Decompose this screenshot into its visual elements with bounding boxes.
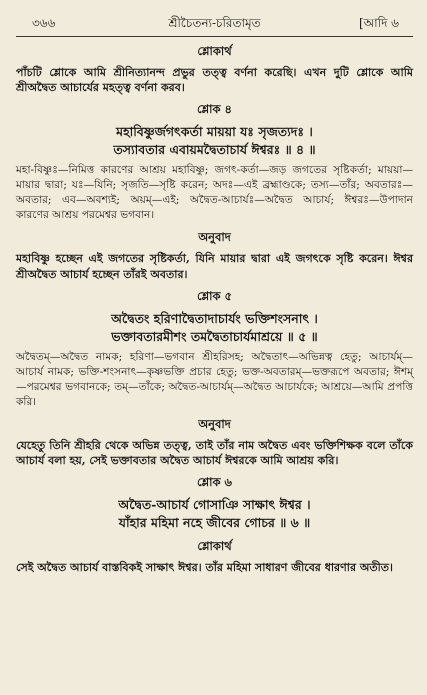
section-label: শ্লোকার্থ: [197, 44, 232, 58]
section-label: শ্লোক ৫: [196, 288, 233, 303]
running-title: শ্রীচৈতন্য-চরিতামৃত: [168, 16, 261, 30]
verse-block: [16, 496, 413, 532]
section-label: শ্লোক ৬: [196, 475, 233, 490]
translation-paragraph: মহাবিষ্ণু হচ্ছেন এই জগতের সৃষ্টিকর্তা, যিনি মায়ার দ্বারা এই জগৎকে সৃষ্টি করেন। ঈশ্বর শ্রীঅদ্বৈত আচার্য হচ্ছেন তাঁরই অবতার।: [16, 252, 413, 281]
section-label: শ্লোক ৪: [196, 102, 233, 117]
verse-line: যাঁহার মহিমা নহে জীবের গোচর ॥ ৬ ॥: [118, 515, 311, 531]
section-label: অনুবাদ: [198, 416, 231, 431]
section-marker: [আদি ৬: [358, 16, 399, 30]
translation-paragraph: পাঁচটি শ্লোকে আমি শ্রীনিত্যানন্দ প্রভুর তত্ত্ব বর্ণনা করেছি। এখন দুটি শ্লোকে আমি শ্রীঅদ্বৈত আচার্যের মহত্ত্ব বর্ণনা করব।: [16, 66, 413, 95]
verse-line: অদ্বৈত-আচার্য গোসাঞি সাক্ষাৎ ঈশ্বর ।: [118, 497, 311, 513]
translation-paragraph: যেহেতু তিনি শ্রীহরি থেকে অভিন্ন তত্ত্ব, তাই তাঁর নাম অদ্বৈত এবং ভক্তিশিক্ষক বলে তাঁকে আচার্য বলা হয়, সেই ভক্তাবতার অদ্বৈত আচার্য ঈশ্বরকে আমি আশ্রয় করি।: [16, 438, 413, 468]
section-label: শ্লোকার্থ: [197, 539, 232, 554]
verse-line: মহাবিষ্ণুর্জগৎকর্তা মায়য়া যঃ সৃজত্যদঃ ।: [116, 124, 313, 140]
page-content: [16, 43, 413, 575]
verse-block: [16, 310, 413, 346]
translation-paragraph: সেই অদ্বৈত আচার্য বাস্তবিকই সাক্ষাৎ ঈশ্বর। তাঁর মহিমা সাধারণ জীবের ধারণার অতীত।: [16, 561, 393, 575]
page-header: [16, 10, 413, 30]
verse-block: [16, 123, 413, 159]
verse-line: তস্যাবতার এবায়মদ্বৈতাচার্য ঈশ্বরঃ ॥ ৪ ॥: [113, 142, 316, 158]
verse-line: ভক্তাবতারমীশং তমদ্বৈতাচার্যমাশ্রয়ে ॥ ৫ ॥: [111, 328, 318, 344]
word-gloss: মহা-বিষ্ণুঃ—নিমিত্ত কারণের আশ্রয় মহাবিষ্ণু; জগৎ-কর্তা—জড় জগতের সৃষ্টিকর্তা; মায়য়া—মায়ার দ্বারা; যঃ—যিনি; সৃজতি—সৃষ্টি করেন; অদঃ—এই ব্রহ্মাণ্ডকে; তস্য—তাঁর; অবতারঃ—অবতার; এব—অবশ্যই; অয়ম্—এই; অদ্বৈত-আচার্যঃ—অদ্বৈত আচার্য; ঈশ্বরঃ—উপাদান কারণের আশ্রয় পরমেশ্বর ভগবান।: [16, 164, 413, 222]
verse-line: অদ্বৈতং হরিণাদ্বৈতাদাচার্যং ভক্তিশংসনাৎ ।: [111, 310, 318, 326]
word-gloss: অদ্বৈতম্—অদ্বৈত নামক; হরিণা—ভগবান শ্রীহরিসহ; অদ্বৈতাৎ—অভিন্নত্ব হেতু; আচার্যম্—আচার্য নামক; ভক্তি-শংসনাৎ—কৃষ্ণভক্তি প্রচার হেতু; ভক্ত-অবতারম্—ভক্তরূপে অবতার; ঈশম্—পরমেশ্বর ভগবানকে; তম্—তাঁকে; অদ্বৈত-আচার্যম্—অদ্বৈত আচার্যকে; আশ্রয়ে—আমি প্রপত্তি করি।: [16, 350, 413, 408]
header-rule: [16, 36, 413, 37]
section-label: অনুবাদ: [198, 230, 231, 245]
page-number: ৩৬৬: [32, 16, 56, 30]
